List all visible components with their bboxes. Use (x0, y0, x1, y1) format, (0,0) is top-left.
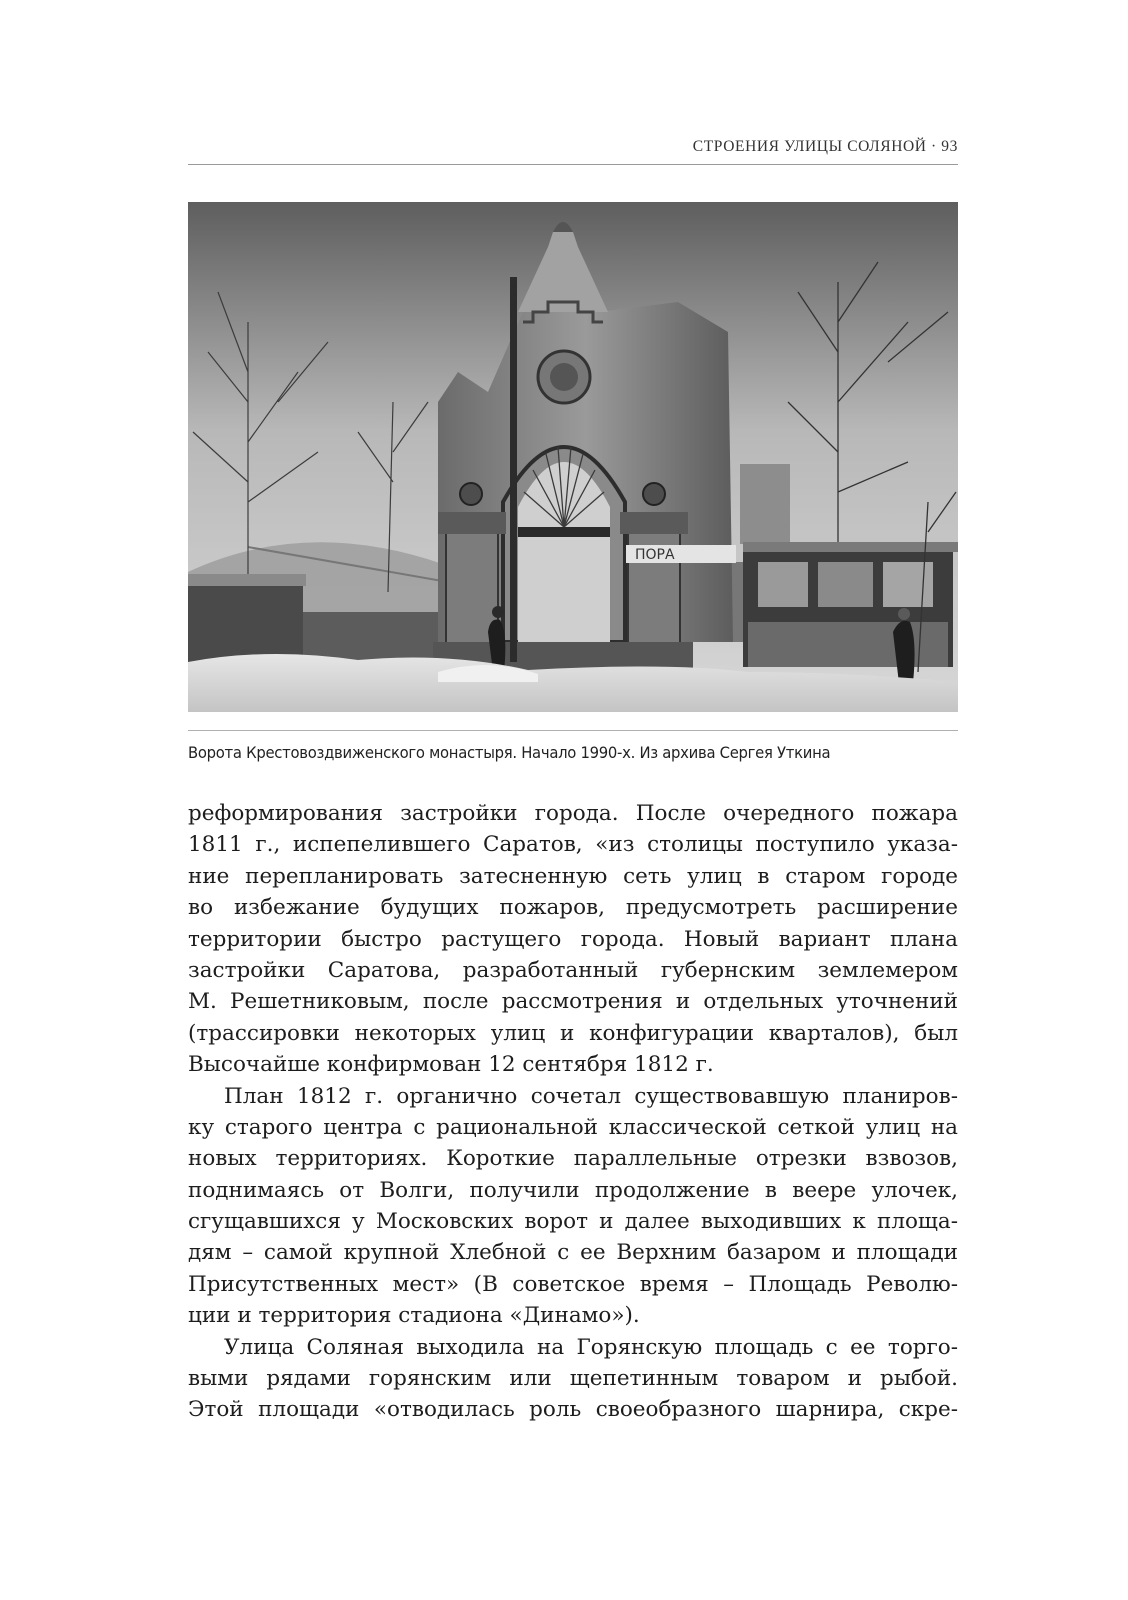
body-text (188, 798, 958, 1426)
text-line: Высочайше конфирмован 12 сентября 1812 г. (188, 1052, 714, 1078)
text-line: (трассировки некоторых улиц и конфигурации кварталов), был (188, 1020, 958, 1046)
text-line: М. Решетниковым, после рассмотрения и отдельных уточнений (188, 989, 958, 1015)
text-line: ние перепланировать затесненную сеть улиц в старом городе (188, 863, 958, 889)
archive-photo-monastery-gate (188, 202, 958, 712)
text-line: сгущавшихся у Московских ворот и далее выходивших к площа- (188, 1209, 958, 1235)
caption-rule (188, 730, 958, 731)
text-line: территории быстро растущего города. Новый вариант плана (188, 926, 958, 952)
right-kiosk (743, 542, 958, 667)
paragraph-1 (188, 798, 958, 1081)
paragraph-2 (188, 1081, 958, 1332)
text-line: ку старого центра с рациональной классической сеткой улиц на (188, 1114, 958, 1140)
running-head: СТРОЕНИЯ УЛИЦЫ СОЛЯНОЙ · 93 (692, 138, 958, 155)
text-line: Присутственных мест» (В советское время – Площадь Револю- (188, 1271, 958, 1297)
text-line: План 1812 г. органично сочетал существовавшую планиров- (224, 1083, 958, 1109)
text-line: Улица Соляная выходила на Горянскую площадь с ее торго- (224, 1334, 958, 1360)
photo-caption: Ворота Крестовоздвиженского монастыря. Начало 1990-х. Из архива Сергея Уткина (188, 744, 831, 762)
text-line: застройки Саратова, разработанный губернским землемером (188, 957, 958, 983)
text-line: во избежание будущих пожаров, предусмотреть расширение (188, 895, 958, 921)
text-line: поднимаясь от Волги, получили продолжение в веере улочек, (188, 1177, 958, 1203)
text-line: Этой площади «отводилась роль своеобразного шарнира, скре- (188, 1397, 958, 1423)
text-line: ции и территория стадиона «Динамо»). (188, 1303, 640, 1329)
header-rule (188, 164, 958, 165)
paragraph-3 (188, 1332, 958, 1426)
shop-sign-text: ПОРА (635, 547, 675, 563)
text-line: выми рядами горянским или щепетинным товаром и рыбой. (188, 1366, 958, 1392)
text-line: 1811 г., испепелившего Саратов, «из столицы поступило указа- (188, 832, 958, 858)
photo-illustration (188, 202, 958, 712)
text-line: реформирования застройки города. После очередного пожара (188, 801, 958, 826)
text-line: новых территориях. Короткие параллельные отрезки взвозов, (188, 1146, 958, 1172)
text-line: дям – самой крупной Хлебной с ее Верхним базаром и площади (188, 1240, 958, 1266)
